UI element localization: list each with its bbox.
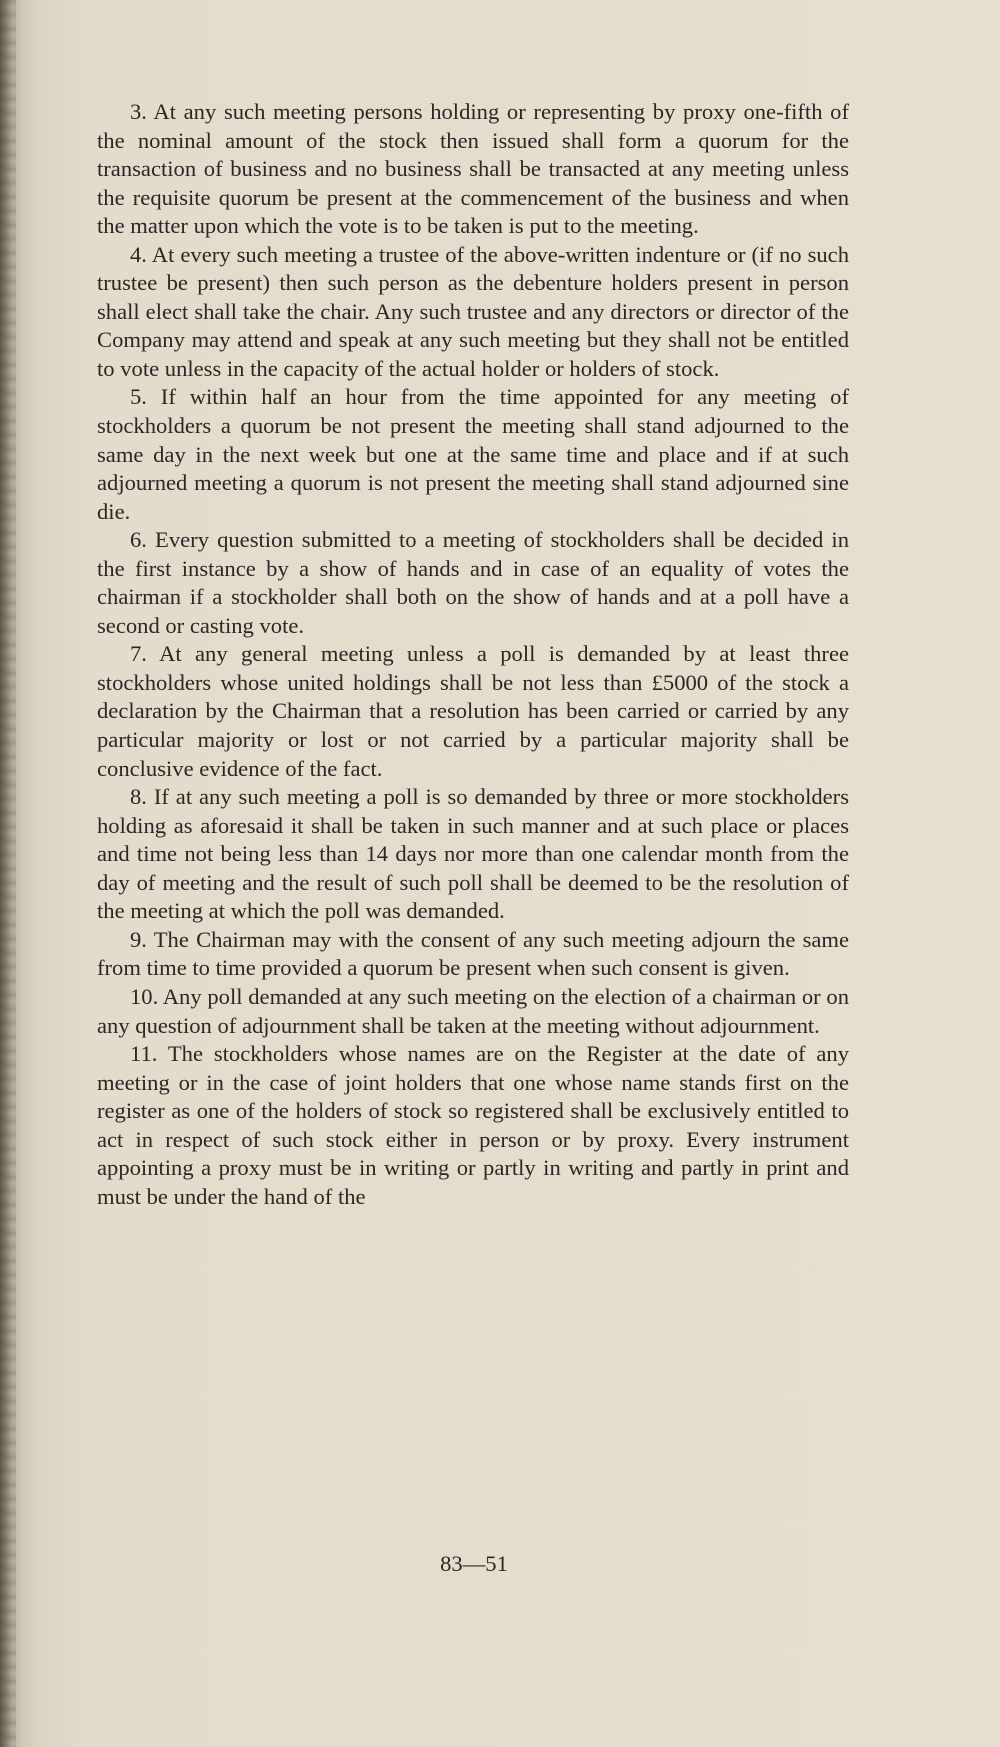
paragraph-5: 5. If within half an hour from the time appointed for any meeting of stockholders a quorum be not present the meeting shall stand adjourned to the same day in the next week but one at the same time and place and if at such adjourned meeting a quorum is not present the meeting shall stand adjourned sine die. xyxy=(97,384,849,524)
paragraph-7: 7. At any general meeting unless a poll is demanded by at least three stockholders whose united holdings shall be not less than £5000 of the stock a declaration by the Chairman that a resolution has been carried or carried by any particular majority or lost or not carried by a particular majority shall be conclusive evidence of the fact. xyxy=(97,641,849,781)
folio: 83—51 xyxy=(440,1551,508,1576)
paragraph-6: 6. Every question submitted to a meeting of stockholders shall be decided in the first instance by a show of hands and in case of an equality of votes the chairman if a stockholder shall both on the show of hands and at a poll have a second or casting vote. xyxy=(97,527,849,638)
paragraph-4: 4. At every such meeting a trustee of the above-written indenture or (if no such trustee be present) then such person as the debenture holders present in person shall elect shall take the chair. Any such trustee and any directors or director of the Company may attend and speak at any such meeting but they shall not be entitled to vote unless in the capacity of the actual holder or holders of stock. xyxy=(97,241,849,381)
body-text xyxy=(97,98,849,1211)
paragraph-8: 8. If at any such meeting a poll is so demanded by three or more stockholders holding as aforesaid it shall be taken in such manner and at such place or places and time not being less than 14 days nor more than one calendar month from the day of meeting and the result of such poll shall be deemed to be the resolution of the meeting at which the poll was demanded. xyxy=(97,784,849,924)
paragraph-3: 3. At any such meeting persons holding or representing by proxy one-fifth of the nominal amount of the stock then issued shall form a quorum for the transaction of business and no business shall be transacted at any meeting unless the requisite quorum be present at the commencement of the business and when the matter upon which the vote is to be taken is put to the meeting. xyxy=(97,99,849,239)
paragraph-9: 9. The Chairman may with the consent of any such meeting adjourn the same from time to time provided a quorum be present when such consent is given. xyxy=(97,926,849,981)
paragraph-11: 11. The stockholders whose names are on the Register at the date of any meeting or in the case of joint holders that one whose name stands first on the register as one of the holders of stock so registered shall be exclusively entitled to act in respect of such stock either in person or by proxy. Every instrument appointing a proxy must be in writing or partly in writing and partly in print and must be under the hand of the xyxy=(97,1041,849,1209)
paragraph-10: 10. Any poll demanded at any such meeting on the election of a chairman or on any question of adjournment shall be taken at the meeting without adjournment. xyxy=(97,983,849,1038)
